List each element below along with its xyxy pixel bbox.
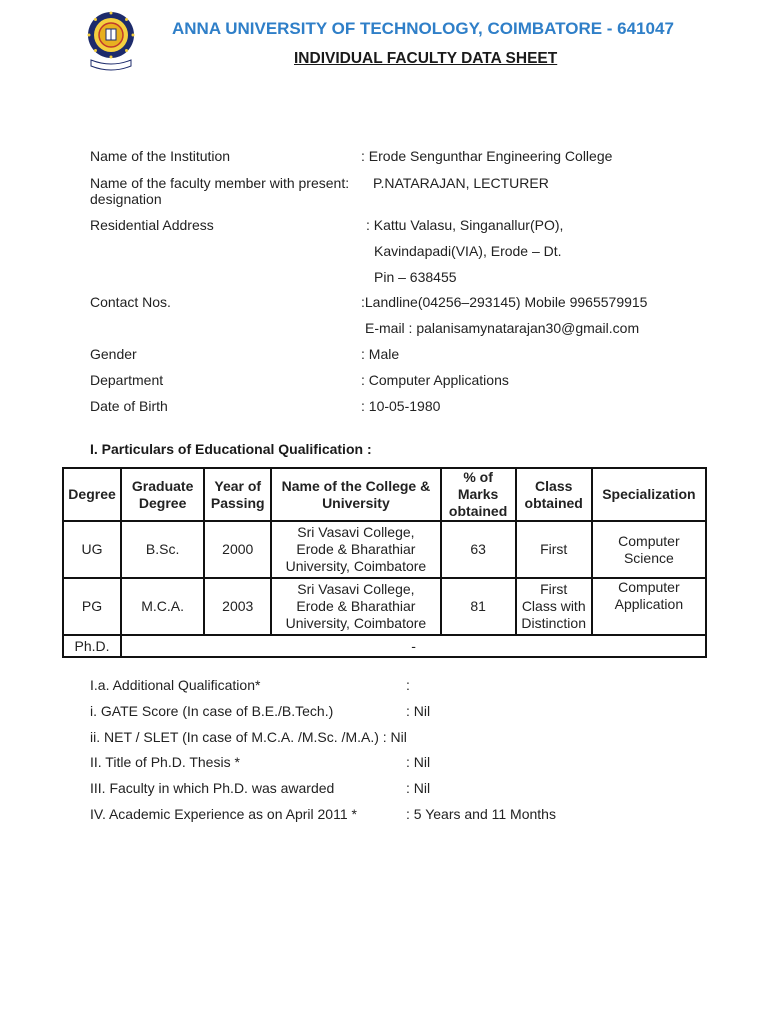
- net-slet-line: ii. NET / SLET (In case of M.C.A. /M.Sc. /M.A.) : Nil: [90, 729, 407, 745]
- institution-label: Name of the Institution: [90, 148, 231, 164]
- cell-class: First Class with Distinction: [516, 578, 592, 635]
- phd-faculty-label: III. Faculty in which Ph.D. was awarded: [90, 780, 335, 796]
- additional-qualification-value: :: [406, 677, 410, 693]
- gate-label: i. GATE Score (In case of B.E./B.Tech.): [90, 703, 334, 719]
- education-table: [62, 467, 707, 658]
- header-degree: Degree: [63, 468, 121, 521]
- address-line1: : Kattu Valasu, Singanallur(PO),: [366, 217, 564, 233]
- cell-graduate: M.C.A.: [121, 578, 204, 635]
- dob-label: Date of Birth: [90, 398, 168, 414]
- sheet-title: INDIVIDUAL FACULTY DATA SHEET: [294, 50, 558, 67]
- phd-faculty-value: : Nil: [406, 780, 431, 796]
- dob-value: : 10-05-1980: [361, 398, 441, 414]
- additional-qualification-label: I.a. Additional Qualification*: [90, 677, 261, 693]
- cell-graduate: B.Sc.: [121, 521, 204, 578]
- gender-label: Gender: [90, 346, 137, 362]
- education-section-title: I. Particulars of Educational Qualification :: [90, 441, 372, 457]
- contact-phone: :Landline(04256–293145) Mobile 9965579915: [361, 294, 648, 310]
- department-value: : Computer Applications: [361, 372, 509, 388]
- address-label: Residential Address: [90, 217, 214, 233]
- cell-marks: 81: [441, 578, 516, 635]
- contact-email: E-mail : palanisamynatarajan30@gmail.com: [365, 320, 640, 336]
- thesis-label: II. Title of Ph.D. Thesis *: [90, 754, 240, 770]
- institution-value: : Erode Sengunthar Engineering College: [361, 148, 613, 164]
- header-class-obtained: Class obtained: [516, 468, 592, 521]
- address-line2: Kavindapadi(VIA), Erode – Dt.: [374, 243, 562, 259]
- header-marks: % of Marks obtained: [441, 468, 516, 521]
- cell-degree: Ph.D.: [63, 635, 121, 657]
- header-specialization: Specialization: [592, 468, 706, 521]
- cell-specialization: Computer Science: [592, 521, 706, 578]
- header-year-of-passing: Year of Passing: [204, 468, 271, 521]
- header-college-university: Name of the College & University: [271, 468, 440, 521]
- cell-specialization: Computer Application: [592, 578, 706, 635]
- table-row-phd: [63, 635, 706, 657]
- cell-college: Sri Vasavi College, Erode & Bharathiar University, Coimbatore: [271, 521, 440, 578]
- contact-label: Contact Nos.: [90, 294, 171, 310]
- cell-marks: 63: [441, 521, 516, 578]
- gender-value: : Male: [361, 346, 400, 362]
- cell-year: 2000: [204, 521, 271, 578]
- cell-degree: PG: [63, 578, 121, 635]
- faculty-label-line1: Name of the faculty member with present:: [90, 175, 350, 191]
- cell-class: First: [516, 521, 592, 578]
- cell-degree: UG: [63, 521, 121, 578]
- department-label: Department: [90, 372, 164, 388]
- table-row: [63, 521, 706, 578]
- table-header-row: [63, 468, 706, 521]
- address-line3: Pin – 638455: [374, 269, 457, 285]
- header-graduate-degree: Graduate Degree: [121, 468, 204, 521]
- faculty-label-line2: designation: [90, 191, 162, 207]
- university-title: ANNA UNIVERSITY OF TECHNOLOGY, COIMBATORE - 641047: [172, 19, 674, 38]
- cell-year: 2003: [204, 578, 271, 635]
- experience-value: : 5 Years and 11 Months: [406, 806, 556, 822]
- cell-phd-value: -: [121, 635, 706, 657]
- experience-label: IV. Academic Experience as on April 2011 *: [90, 806, 357, 822]
- university-emblem-icon: [86, 10, 136, 74]
- thesis-value: : Nil: [406, 754, 431, 770]
- faculty-value: P.NATARAJAN, LECTURER: [373, 175, 549, 191]
- table-row: [63, 578, 706, 635]
- cell-college: Sri Vasavi College, Erode & Bharathiar University, Coimbatore: [271, 578, 440, 635]
- gate-value: : Nil: [406, 703, 431, 719]
